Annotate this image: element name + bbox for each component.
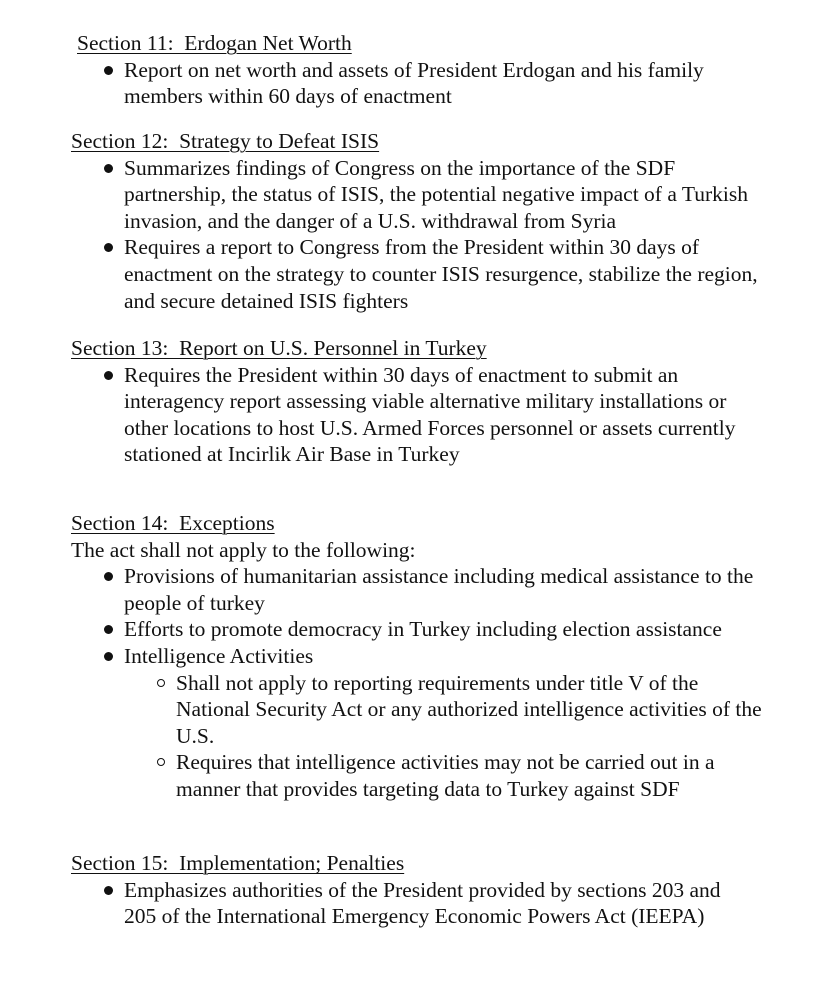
- section-heading: Section 14: Exceptions: [71, 511, 275, 535]
- bullet-text: Intelligence Activities: [124, 643, 314, 668]
- bullet-icon: [104, 625, 113, 634]
- bullet-text: Requires the President within 30 days of enactment to submit an interagency report assessing viable alternative military installations or other locations to host U.S. Armed Forces personnel or assets currently stationed at Incirlik Air Base in Turkey: [124, 362, 736, 467]
- hollow-bullet-icon: [157, 758, 165, 766]
- bullet-text: Requires a report to Congress from the President within 30 days of enactment on the strategy to counter ISIS resurgence, stabilize the region, and secure detained ISIS fighters: [124, 235, 758, 313]
- bullet-text: Report on net worth and assets of President Erdogan and his family members within 60 days of enactment: [124, 57, 704, 109]
- section-12: [71, 128, 791, 314]
- bullet-icon: [104, 572, 113, 581]
- bullet-icon: [104, 243, 113, 252]
- list-item: [71, 643, 791, 670]
- section-11: [77, 30, 797, 110]
- bullet-text: Provisions of humanitarian assistance including medical assistance to the people of turkey: [124, 564, 754, 615]
- list-item: [71, 234, 791, 314]
- list-item: [71, 57, 797, 110]
- section-13: [71, 335, 791, 468]
- bullet-text: Summarizes findings of Congress on the importance of the SDF partnership, the status of ISIS, the potential negative impact of a Turkish invasion, and the danger of a U.S. withdrawal from Syria: [124, 155, 748, 233]
- section-heading: Section 12: Strategy to Defeat ISIS: [71, 129, 380, 153]
- sub-bullet-text: Requires that intelligence activities may not be carried out in a manner that provides targeting data to Turkey against SDF: [176, 750, 715, 801]
- section-heading: Section 15: Implementation; Penalties: [71, 851, 405, 875]
- section-heading: Section 13: Report on U.S. Personnel in Turkey: [71, 336, 487, 360]
- list-item: [71, 362, 791, 468]
- section-heading: Section 11: Erdogan Net Worth: [77, 31, 352, 55]
- sub-list-item: [124, 749, 791, 802]
- hollow-bullet-icon: [157, 679, 165, 687]
- section-intro: The act shall not apply to the following:: [71, 537, 416, 562]
- bullet-text: Efforts to promote democracy in Turkey including election assistance: [124, 617, 722, 642]
- bullet-icon: [104, 371, 113, 380]
- section-14: [71, 510, 791, 803]
- list-item: [71, 877, 791, 930]
- bullet-icon: [104, 886, 113, 895]
- sub-list-item: [124, 670, 791, 750]
- bullet-text: Emphasizes authorities of the President provided by sections 203 and 205 of the International Emergency Economic Powers Act (IEEPA): [124, 877, 721, 929]
- list-item: [71, 563, 791, 616]
- sub-bullet-text: Shall not apply to reporting requirements under title V of the National Security Act or any authorized intelligence activities of the U.S.: [176, 670, 762, 748]
- bullet-icon: [104, 164, 113, 173]
- bullet-icon: [104, 66, 113, 75]
- bullet-icon: [104, 652, 113, 661]
- list-item: [71, 155, 791, 235]
- list-item: [71, 616, 791, 643]
- section-15: [71, 850, 791, 930]
